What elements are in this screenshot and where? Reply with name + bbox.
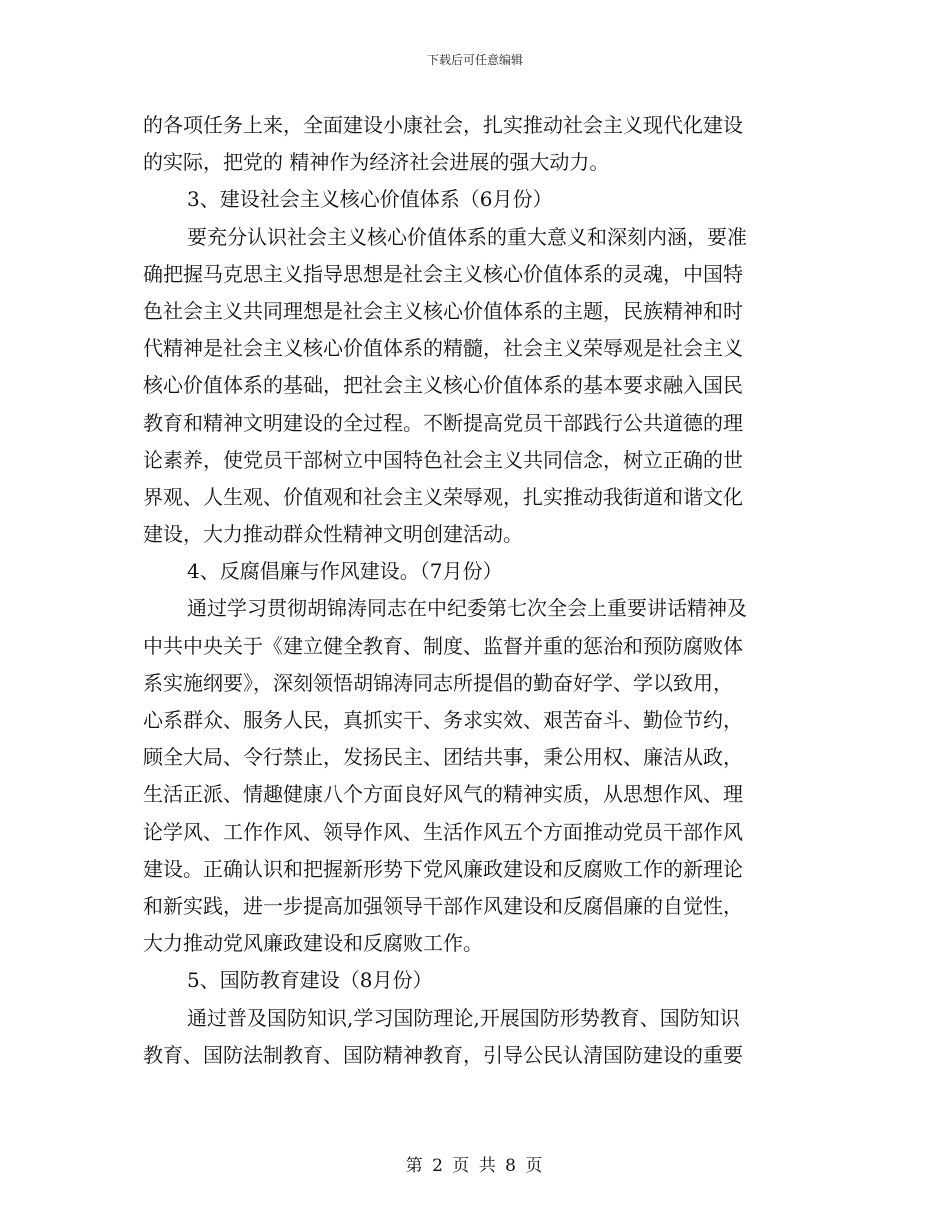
body-line: 生活正派、情趣健康八个方面良好风气的精神实质，从思想作风、理	[143, 782, 743, 807]
section-heading: 5、国防教育建设（8月份）	[187, 968, 433, 993]
paragraph-first-line: 要充分认识社会主义核心价值体系的重大意义和深刻内涵，要准	[187, 224, 747, 249]
body-line: 建设。正确认识和把握新形势下党风廉政建设和反腐败工作的新理论	[143, 856, 743, 881]
body-line: 核心价值体系的基础，把社会主义核心价值体系的基本要求融入国民	[143, 373, 743, 398]
page-header: 下载后可任意编辑	[426, 53, 523, 67]
body-line: 论素养，使党员干部树立中国特色社会主义共同信念，树立正确的世	[143, 447, 743, 472]
body-line: 建设，大力推动群众性精神文明创建活动。	[143, 522, 523, 547]
body-line: 大力推动党风廉政建设和反腐败工作。	[143, 931, 483, 956]
paragraph-first-line: 通过学习贯彻胡锦涛同志在中纪委第七次全会上重要讲话精神及	[187, 596, 747, 621]
page-number-footer: 第 2 页 共 8 页	[405, 1156, 545, 1176]
body-line: 界观、人生观、价值观和社会主义荣辱观，扎实推动我街道和谐文化	[143, 484, 743, 509]
body-line: 顾全大局、令行禁止，发扬民主、团结共事，秉公用权、廉洁从政，	[143, 745, 743, 770]
body-line: 代精神是社会主义核心价值体系的精髓，社会主义荣辱观是社会主义	[143, 336, 743, 361]
body-line: 色社会主义共同理想是社会主义核心价值体系的主题，民族精神和时	[143, 298, 743, 323]
body-line: 确把握马克思主义指导思想是社会主义核心价值体系的灵魂，中国特	[143, 261, 743, 286]
document-body	[143, 107, 807, 1074]
body-line: 教育、国防法制教育、国防精神教育，引导公民认清国防建设的重要	[143, 1042, 743, 1067]
body-line: 的实际，把党的 精神作为经济社会进展的强大动力。	[143, 150, 610, 175]
section-heading: 3、建设社会主义核心价值体系（6月份）	[187, 187, 553, 212]
section-heading: 4、反腐倡廉与作风建设。（7月份）	[187, 559, 503, 584]
body-line: 论学风、工作作风、领导作风、生活作风五个方面推动党员干部作风	[143, 819, 743, 844]
body-line: 的各项任务上来，全面建设小康社会，扎实推动社会主义现代化建设	[143, 113, 743, 137]
body-line: 和新实践，进一步提高加强领导干部作风建设和反腐倡廉的自觉性，	[143, 893, 743, 918]
body-line: 心系群众、服务人民，真抓实干、务求实效、艰苦奋斗、勤俭节约，	[143, 708, 743, 732]
body-line: 中共中央关于《建立健全教育、制度、监督并重的惩治和预防腐败体	[143, 633, 743, 658]
paragraph-first-line: 通过普及国防知识,学习国防理论,开展国防形势教育、国防知识	[187, 1005, 740, 1030]
body-line: 系实施纲要》，深刻领悟胡锦涛同志所提倡的勤奋好学、学以致用，	[143, 670, 733, 695]
body-line: 教育和精神文明建设的全过程。不断提高党员干部践行公共道德的理	[143, 410, 743, 435]
